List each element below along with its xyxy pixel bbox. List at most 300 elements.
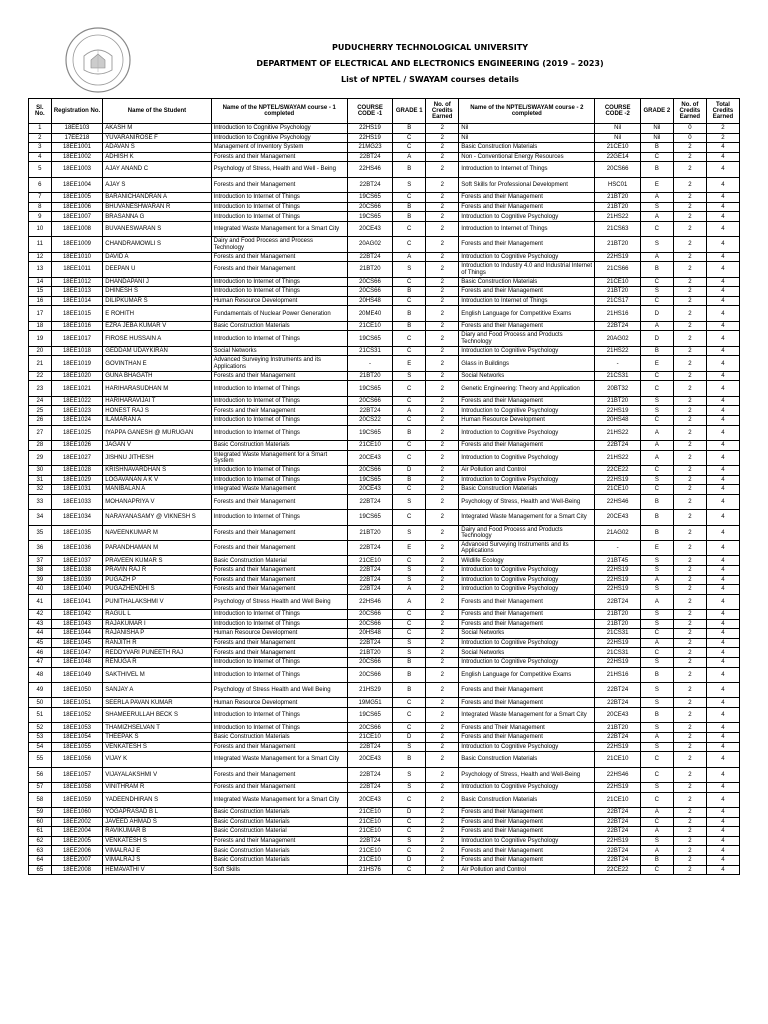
table-cell: 2 xyxy=(673,356,706,371)
table-cell: VIJAYALAKSHMI V xyxy=(103,767,211,782)
table-cell: 2 xyxy=(426,416,459,426)
table-cell: C xyxy=(393,346,426,356)
table-cell: 56 xyxy=(29,767,52,782)
table-cell: S xyxy=(640,698,673,708)
table-cell: 20CS66 xyxy=(347,667,392,682)
table-cell: D xyxy=(393,733,426,743)
table-cell: 19 xyxy=(29,331,52,346)
table-cell: 24 xyxy=(29,396,52,406)
table-cell: 21CE10 xyxy=(347,827,392,837)
table-cell: D xyxy=(393,807,426,817)
table-cell: Integrated Waste Management for a Smart City xyxy=(211,792,347,807)
table-cell: 18EE1003 xyxy=(51,162,103,177)
table-cell: 2 xyxy=(673,792,706,807)
table-cell: 5 xyxy=(29,162,52,177)
table-cell: B xyxy=(640,667,673,682)
table-cell: 4 xyxy=(706,396,739,406)
table-cell: 63 xyxy=(29,846,52,856)
column-header: Registration No. xyxy=(51,99,103,124)
table-cell: 18EE1001 xyxy=(51,143,103,153)
table-cell: 4 xyxy=(706,792,739,807)
table-cell: JISHNU JITHESH xyxy=(103,450,211,465)
table-row xyxy=(29,212,740,222)
table-cell: 4 xyxy=(706,525,739,540)
table-row xyxy=(29,371,740,381)
table-cell: Introduction to Internet of Things xyxy=(211,723,347,733)
table-cell: 21CS63 xyxy=(595,221,640,236)
table-cell: B xyxy=(640,262,673,277)
table-cell: 22BT24 xyxy=(347,767,392,782)
table-cell: 6 xyxy=(29,177,52,192)
table-cell: A xyxy=(393,252,426,262)
table-cell: S xyxy=(393,177,426,192)
table-cell: 2 xyxy=(426,371,459,381)
table-cell: Integrated Waste Management for a Smart System xyxy=(211,450,347,465)
table-cell: S xyxy=(393,494,426,509)
table-cell: C xyxy=(393,556,426,566)
table-cell: REDDYVARI PUNEETH RAJ xyxy=(103,648,211,658)
table-cell: 4 xyxy=(706,723,739,733)
table-cell: Forests and their Management xyxy=(211,371,347,381)
table-cell: 59 xyxy=(29,807,52,817)
table-cell: 4 xyxy=(706,619,739,629)
table-cell: 2 xyxy=(426,683,459,698)
table-cell: PUGAZH P xyxy=(103,575,211,585)
table-cell: S xyxy=(393,836,426,846)
table-cell: 4 xyxy=(706,817,739,827)
table-cell: B xyxy=(640,855,673,865)
table-cell: 22CE22 xyxy=(595,465,640,475)
table-cell: A xyxy=(640,575,673,585)
table-cell: 2 xyxy=(426,638,459,648)
table-cell: A xyxy=(640,450,673,465)
table-cell: Introduction to Cognitive Psychology xyxy=(459,836,595,846)
table-cell: 2 xyxy=(426,277,459,287)
table-cell: 2 xyxy=(673,485,706,495)
table-cell: 2 xyxy=(673,416,706,426)
table-cell: 43 xyxy=(29,619,52,629)
table-cell: C xyxy=(640,792,673,807)
table-cell: S xyxy=(640,556,673,566)
table-cell: B xyxy=(640,525,673,540)
table-row xyxy=(29,767,740,782)
table-cell: 18EE1044 xyxy=(51,629,103,639)
table-cell: 4 xyxy=(706,648,739,658)
table-cell: A xyxy=(640,193,673,203)
table-cell: 22BT24 xyxy=(595,594,640,609)
table-cell: 18EE1023 xyxy=(51,406,103,416)
table-cell: Advanced Surveying Instruments and its Applications xyxy=(211,356,347,371)
table-cell: 21HS16 xyxy=(595,667,640,682)
table-cell: RANJITH R xyxy=(103,638,211,648)
table-row xyxy=(29,575,740,585)
table-row xyxy=(29,193,740,203)
table-cell: Basic Construction Materials xyxy=(211,441,347,451)
table-cell: A xyxy=(393,594,426,609)
column-header: COURSE CODE -1 xyxy=(347,99,392,124)
table-cell: 2 xyxy=(426,855,459,865)
table-cell: C xyxy=(640,221,673,236)
table-row xyxy=(29,133,740,143)
table-cell: 22BT24 xyxy=(595,698,640,708)
table-row xyxy=(29,252,740,262)
table-cell: Nil xyxy=(595,124,640,134)
table-cell: 2 xyxy=(673,575,706,585)
table-row xyxy=(29,733,740,743)
table-cell: 2 xyxy=(426,648,459,658)
table-cell: YUVARANIROSE F xyxy=(103,133,211,143)
table-cell: S xyxy=(640,683,673,698)
table-cell: Glass in Buildings xyxy=(459,356,595,371)
table-cell: 18EE1042 xyxy=(51,610,103,620)
table-cell: C xyxy=(393,485,426,495)
table-cell: 4 xyxy=(29,152,52,162)
table-cell: Forests and their Management xyxy=(211,782,347,792)
table-cell: 4 xyxy=(706,356,739,371)
table-cell: 19CS65 xyxy=(347,193,392,203)
table-cell: VINITHRAM R xyxy=(103,782,211,792)
table-cell: 2 xyxy=(673,262,706,277)
table-cell: Introduction to Cognitive Psychology xyxy=(459,782,595,792)
table-cell: 20CE43 xyxy=(347,752,392,767)
table-cell: 60 xyxy=(29,817,52,827)
table-cell: 18EE1050 xyxy=(51,683,103,698)
column-header: Name of the NPTEL/SWAYAM course - 2 completed xyxy=(459,99,595,124)
table-cell: 2 xyxy=(673,510,706,525)
table-cell: 18EE1031 xyxy=(51,485,103,495)
table-cell: 21BT20 xyxy=(347,371,392,381)
table-cell: RAJANISHA P xyxy=(103,629,211,639)
table-cell: 21CE10 xyxy=(595,752,640,767)
table-cell: 21BT20 xyxy=(595,610,640,620)
table-cell: 2 xyxy=(426,133,459,143)
table-cell: 21CE10 xyxy=(347,846,392,856)
table-cell: Introduction to Cognitive Psychology xyxy=(459,450,595,465)
table-cell: Basic Construction Materials xyxy=(459,143,595,153)
table-cell: 2 xyxy=(673,698,706,708)
table-row xyxy=(29,565,740,575)
table-cell: 2 xyxy=(426,865,459,875)
table-cell: 49 xyxy=(29,683,52,698)
table-cell: 21BT20 xyxy=(347,525,392,540)
table-cell: C xyxy=(640,416,673,426)
table-cell: Forests and their Management xyxy=(211,152,347,162)
table-cell: CHANDRAMOWLI S xyxy=(103,237,211,252)
table-row xyxy=(29,510,740,525)
table-cell: Nil xyxy=(640,133,673,143)
table-cell: 21CE10 xyxy=(595,485,640,495)
table-cell: LOGAVANAN A K V xyxy=(103,475,211,485)
table-cell: 2 xyxy=(426,287,459,297)
table-cell: 4 xyxy=(706,262,739,277)
table-cell: 32 xyxy=(29,485,52,495)
table-row xyxy=(29,525,740,540)
table-cell: 2 xyxy=(426,406,459,416)
table-cell: 4 xyxy=(706,475,739,485)
table-cell: 2 xyxy=(673,152,706,162)
table-cell: DHANDAPANI J xyxy=(103,277,211,287)
table-cell: 18EE1039 xyxy=(51,575,103,585)
table-cell: 22HS46 xyxy=(347,594,392,609)
table-row xyxy=(29,619,740,629)
table-cell: 4 xyxy=(706,585,739,595)
table-cell: C xyxy=(393,296,426,306)
table-cell: 18EE1028 xyxy=(51,465,103,475)
table-cell: 2 xyxy=(673,143,706,153)
table-cell: EZRA JEBA KUMAR V xyxy=(103,321,211,331)
table-cell: 20CS66 xyxy=(347,465,392,475)
table-cell: 2 xyxy=(706,124,739,134)
table-cell: 19MG51 xyxy=(347,698,392,708)
table-cell: 27 xyxy=(29,425,52,440)
table-cell: SAKTHIVEL M xyxy=(103,667,211,682)
table-cell: B xyxy=(393,658,426,668)
table-cell: 2 xyxy=(426,475,459,485)
table-cell: 2 xyxy=(673,371,706,381)
table-cell: 21AG02 xyxy=(595,525,640,540)
table-cell: 18EE1015 xyxy=(51,306,103,321)
table-cell: 2 xyxy=(673,221,706,236)
table-cell: Introduction to Internet of Things xyxy=(211,667,347,682)
table-cell: Introduction to Internet of Things xyxy=(211,610,347,620)
table-cell: S xyxy=(393,767,426,782)
table-cell: Social Networks xyxy=(211,346,347,356)
table-cell: 4 xyxy=(706,450,739,465)
table-cell: Introduction to Internet of Things xyxy=(459,221,595,236)
table-cell: 15 xyxy=(29,287,52,297)
table-cell: C xyxy=(640,752,673,767)
table-row xyxy=(29,792,740,807)
table-cell: 13 xyxy=(29,262,52,277)
table-cell: 18EE1045 xyxy=(51,638,103,648)
table-cell: S xyxy=(640,585,673,595)
table-cell: B xyxy=(640,143,673,153)
table-cell: C xyxy=(393,846,426,856)
table-cell: 2 xyxy=(426,396,459,406)
table-cell: Forests and their Management xyxy=(459,855,595,865)
table-cell: 61 xyxy=(29,827,52,837)
table-cell: E ROHITH xyxy=(103,306,211,321)
table-cell: C xyxy=(393,331,426,346)
table-cell: B xyxy=(640,510,673,525)
table-cell: RAJAKUMAR I xyxy=(103,619,211,629)
table-cell: Dairy and Food Process and Process Technology xyxy=(211,237,347,252)
table-cell: 21CE10 xyxy=(347,855,392,865)
table-cell: 55 xyxy=(29,752,52,767)
table-cell: 2 xyxy=(426,124,459,134)
table-cell: S xyxy=(640,742,673,752)
table-cell: 22BT24 xyxy=(595,855,640,865)
table-cell: C xyxy=(640,152,673,162)
table-row xyxy=(29,321,740,331)
table-cell: 22BT24 xyxy=(347,152,392,162)
table-cell: 20AG02 xyxy=(595,331,640,346)
table-cell: Forests and their Management xyxy=(459,441,595,451)
table-cell: 2 xyxy=(673,836,706,846)
table-cell: 2 xyxy=(426,807,459,817)
table-cell: 2 xyxy=(673,331,706,346)
table-row xyxy=(29,698,740,708)
table-cell: 12 xyxy=(29,252,52,262)
table-cell: Psychology of Stress Health and Well Being xyxy=(211,594,347,609)
table-cell: B xyxy=(640,346,673,356)
table-cell: S xyxy=(393,742,426,752)
table-cell: 4 xyxy=(706,406,739,416)
table-cell: 18EE1038 xyxy=(51,565,103,575)
table-cell: Introduction to Internet of Things xyxy=(211,381,347,396)
table-cell: C xyxy=(640,865,673,875)
table-cell: A xyxy=(640,594,673,609)
table-cell: D xyxy=(640,306,673,321)
table-cell: E xyxy=(393,540,426,555)
table-cell: 20CE43 xyxy=(595,708,640,723)
table-cell: Soft Skills for Professional Development xyxy=(459,177,595,192)
table-cell: C xyxy=(393,441,426,451)
table-cell: 14 xyxy=(29,277,52,287)
table-cell: Introduction to Internet of Things xyxy=(211,510,347,525)
table-cell: 20CS66 xyxy=(347,723,392,733)
table-cell: 4 xyxy=(706,221,739,236)
table-cell: 2 xyxy=(673,752,706,767)
table-cell: VENKATESH S xyxy=(103,836,211,846)
table-cell: 18EE1033 xyxy=(51,494,103,509)
table-cell: 2 xyxy=(426,212,459,222)
table-cell: A xyxy=(393,152,426,162)
table-row xyxy=(29,485,740,495)
table-cell: C xyxy=(640,296,673,306)
table-cell: 18EE2004 xyxy=(51,827,103,837)
table-cell: Introduction to Internet of Things xyxy=(211,658,347,668)
table-cell: 20CE43 xyxy=(347,221,392,236)
table-cell: 21HS22 xyxy=(595,450,640,465)
table-cell: 18EE1029 xyxy=(51,475,103,485)
table-cell: Introduction to Cognitive Psychology xyxy=(459,742,595,752)
table-cell: C xyxy=(393,416,426,426)
table-cell: 17EE218 xyxy=(51,133,103,143)
table-cell: HARIHARAVIJAI T xyxy=(103,396,211,406)
table-cell: Basic Construction Materials xyxy=(459,277,595,287)
table-cell: 4 xyxy=(706,658,739,668)
table-cell: Introduction to Internet of Things xyxy=(211,202,347,212)
table-cell: 20CS66 xyxy=(347,658,392,668)
table-row xyxy=(29,594,740,609)
table-cell: 20CS66 xyxy=(347,287,392,297)
table-cell: Introduction to Cognitive Psychology xyxy=(459,212,595,222)
table-cell: B xyxy=(393,212,426,222)
table-cell: Fundamentals of Nuclear Power Generation xyxy=(211,306,347,321)
table-cell: 22HS46 xyxy=(347,162,392,177)
table-cell: 8 xyxy=(29,202,52,212)
table-cell: 2 xyxy=(426,594,459,609)
table-cell: Basic Construction Materials xyxy=(211,807,347,817)
table-cell: VENKATESH S xyxy=(103,742,211,752)
table-cell: 21HS22 xyxy=(595,346,640,356)
table-row xyxy=(29,708,740,723)
table-cell: 11 xyxy=(29,237,52,252)
table-row xyxy=(29,346,740,356)
table-cell: Forests and their Management xyxy=(211,252,347,262)
table-cell: 22BT24 xyxy=(347,406,392,416)
table-cell: A xyxy=(640,733,673,743)
table-cell: Integrated Waste Management for a Smart City xyxy=(211,752,347,767)
table-cell: 4 xyxy=(706,733,739,743)
table-cell: 2 xyxy=(673,610,706,620)
table-cell: 57 xyxy=(29,782,52,792)
table-cell: 51 xyxy=(29,708,52,723)
column-header: COURSE CODE -2 xyxy=(595,99,640,124)
table-cell: C xyxy=(393,827,426,837)
table-cell: 20CE43 xyxy=(347,485,392,495)
table-cell: 18EE1040 xyxy=(51,585,103,595)
table-cell: 2 xyxy=(426,667,459,682)
table-cell: 2 xyxy=(426,708,459,723)
table-row xyxy=(29,143,740,153)
table-cell: Forests and their Management xyxy=(459,683,595,698)
table-cell: Introduction to Internet of Things xyxy=(211,193,347,203)
table-cell: 18EE1053 xyxy=(51,723,103,733)
table-cell: 4 xyxy=(706,594,739,609)
table-cell: Introduction to Cognitive Psychology xyxy=(211,133,347,143)
table-cell: 53 xyxy=(29,733,52,743)
table-cell: 18EE1008 xyxy=(51,221,103,236)
table-cell: 37 xyxy=(29,556,52,566)
table-cell: 21BT20 xyxy=(595,396,640,406)
table-cell: 2 xyxy=(426,817,459,827)
table-cell: Forests and their Management xyxy=(459,594,595,609)
table-cell: 0 xyxy=(673,133,706,143)
table-cell: 2 xyxy=(426,177,459,192)
table-cell: 22HS19 xyxy=(595,475,640,485)
table-cell: 18EE103 xyxy=(51,124,103,134)
table-cell: 21CS17 xyxy=(595,296,640,306)
table-cell: 18EE1014 xyxy=(51,296,103,306)
table-cell: Introduction to Cognitive Psychology xyxy=(459,425,595,440)
table-cell: 4 xyxy=(706,331,739,346)
table-cell: 4 xyxy=(706,827,739,837)
table-cell: PRAVIN RAJ R xyxy=(103,565,211,575)
table-cell: Forests and their Management xyxy=(211,742,347,752)
table-cell: 21BT20 xyxy=(595,237,640,252)
table-cell: 18EE1047 xyxy=(51,648,103,658)
table-cell: 2 xyxy=(426,252,459,262)
table-cell: 18EE1004 xyxy=(51,177,103,192)
table-cell: S xyxy=(640,658,673,668)
table-row xyxy=(29,356,740,371)
table-cell: 18EE1016 xyxy=(51,321,103,331)
table-cell: 20CS66 xyxy=(347,619,392,629)
table-cell: 2 xyxy=(426,585,459,595)
table-cell: B xyxy=(393,321,426,331)
table-cell: 22HS19 xyxy=(595,782,640,792)
table-cell: 2 xyxy=(673,648,706,658)
table-cell: 4 xyxy=(706,683,739,698)
table-cell: 4 xyxy=(706,441,739,451)
table-cell: S xyxy=(640,406,673,416)
table-row xyxy=(29,658,740,668)
column-header: No. of Credits Earned xyxy=(673,99,706,124)
table-cell: HSC01 xyxy=(595,177,640,192)
table-cell: 52 xyxy=(29,723,52,733)
table-cell: Forests and their Management xyxy=(211,262,347,277)
table-cell: 41 xyxy=(29,594,52,609)
table-cell: Forests and their Management xyxy=(459,237,595,252)
table-cell: Dairy and Food Process and Products Technology xyxy=(459,525,595,540)
table-cell: 18EE1027 xyxy=(51,450,103,465)
table-cell: 2 xyxy=(673,683,706,698)
table-cell: 21BT20 xyxy=(595,193,640,203)
table-cell: 33 xyxy=(29,494,52,509)
table-cell: 2 xyxy=(426,465,459,475)
